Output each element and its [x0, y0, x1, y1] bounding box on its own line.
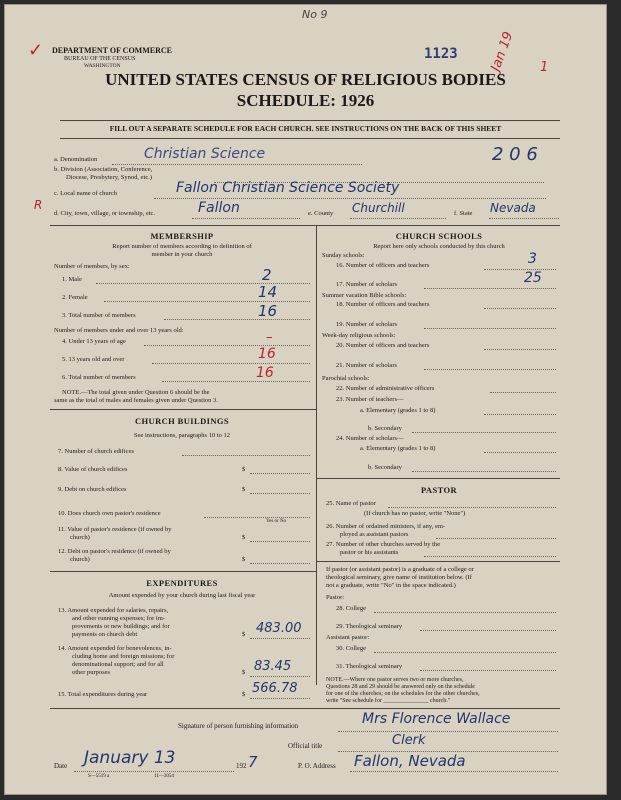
q15-line	[250, 698, 310, 699]
q23b-line[interactable]	[412, 432, 556, 433]
q16-label: 16. Number of officers and teachers	[336, 262, 430, 269]
state-line	[489, 218, 559, 219]
q14-dollar: $	[242, 669, 246, 676]
red-check-mark: ✓	[28, 40, 44, 60]
q13-label-line4: payments on church debt	[72, 631, 138, 638]
pastor-note3: for one of the churches; on the schedules for the other churches,	[326, 691, 480, 697]
q28-line[interactable]	[374, 612, 556, 613]
q13-label-line3: provements or new buildings; and for	[72, 623, 170, 630]
q4-value[interactable]: –	[266, 330, 273, 345]
signature-label: Signature of person furnishing information	[178, 722, 299, 730]
pastor-mid-rule	[316, 561, 560, 562]
form-title: UNITED STATES CENSUS OF RELIGIOUS BODIES	[105, 70, 506, 89]
expenditures-heading: EXPENDITURES	[146, 578, 218, 588]
q29-label: 29. Theological seminary	[336, 623, 403, 630]
q2-value[interactable]: 14	[258, 283, 278, 301]
q12-label-line1: 12. Debt on pastor's residence (if owned by	[58, 548, 171, 555]
pastor-subheading: Pastor:	[326, 594, 345, 601]
q25-label: 25. Name of pastor	[326, 500, 376, 507]
signature-value[interactable]: Mrs Florence Wallace	[362, 711, 511, 727]
census-schedule-sheet	[4, 4, 607, 795]
instruction-rule	[60, 138, 560, 139]
q26-label-line1: 26. Number of ordained ministers, if any, em-	[326, 523, 446, 530]
q20-line[interactable]	[484, 349, 556, 350]
q16-line	[484, 269, 556, 270]
buildings-intro: See instructions, paragraphs 10 to 12	[133, 432, 231, 439]
q10-label: 10. Does church own pastor's residence	[58, 510, 161, 517]
assistant-pastor-subheading: Assistant pastor:	[326, 634, 370, 641]
q23a-line[interactable]	[484, 414, 556, 415]
q15-label: 15. Total expenditures during year	[58, 691, 148, 698]
division-label-line1: b. Division (Association, Conference,	[54, 166, 153, 173]
q22-line[interactable]	[490, 392, 556, 393]
date-value[interactable]: January 13	[84, 748, 176, 768]
q26-label-line2: ployed as assistant pastors	[340, 531, 409, 538]
city-line	[192, 218, 300, 219]
q13-value[interactable]: 483.00	[256, 621, 302, 636]
q10-line[interactable]	[204, 517, 310, 518]
q1-value[interactable]: 2	[262, 266, 272, 284]
print-number: 11—3054	[154, 774, 174, 779]
q9-line[interactable]	[250, 493, 310, 494]
q3-label: 3. Total number of members	[62, 312, 136, 319]
q3-value[interactable]: 16	[258, 302, 278, 320]
q21-label: 21. Number of scholars	[336, 362, 398, 369]
q13-label-line2: and other running expenses; for im-	[72, 615, 165, 622]
q1-label: 1. Male	[62, 276, 82, 283]
q14-value[interactable]: 83.45	[254, 659, 292, 674]
q31-label: 31. Theological seminary	[336, 663, 403, 670]
date-year-prefix: 192	[236, 762, 247, 770]
members-by-sex-heading: Number of members, by sex:	[54, 263, 130, 270]
q29-line[interactable]	[420, 630, 556, 631]
q17-line	[424, 288, 556, 289]
q14-line	[250, 676, 310, 677]
q8-dollar: $	[242, 466, 246, 473]
county-label: e. County	[308, 210, 334, 217]
q6-line	[162, 381, 310, 382]
date-label: Date	[54, 762, 68, 770]
q26-line[interactable]	[436, 538, 556, 539]
q13-label-line1: 13. Amount expended for salaries, repairs,	[58, 607, 169, 614]
q11-line[interactable]	[250, 541, 310, 542]
q28-label: 28. College	[336, 605, 366, 612]
q19-label: 19. Number of scholars	[336, 321, 398, 328]
q6-value[interactable]: 16	[256, 365, 274, 381]
sections-top-rule	[50, 225, 560, 226]
official-title-value[interactable]: Clerk	[392, 733, 426, 748]
pastor-note4: write "See schedule for _______________ church."	[326, 698, 451, 704]
q2-label: 2. Female	[62, 294, 88, 301]
buildings-heading: CHURCH BUILDINGS	[134, 416, 229, 426]
q5-line	[152, 363, 310, 364]
local-name-line	[154, 198, 546, 199]
yes-or-no-hint: Yes or No	[266, 519, 287, 524]
pastor-note2: Questions 28 and 29 should be answered only on the schedule	[326, 684, 475, 690]
pastor-heading: PASTOR	[420, 485, 458, 495]
q6-label: 6. Total number of members	[62, 374, 136, 381]
red-date-note: Jan 19	[488, 29, 517, 74]
schools-intro: Report here only schools conducted by this church	[373, 243, 505, 250]
division-label-line2: Diocese, Presbytery, Synod, etc.)	[66, 174, 153, 181]
local-name-value[interactable]: Fallon Christian Science Society	[176, 180, 400, 196]
q14-label-line2: cluding home and foreign missions; for	[72, 653, 175, 660]
education-instruction3: not a graduate, write "No" in the space indicated.)	[326, 582, 456, 589]
signature-line	[338, 731, 558, 732]
bureau-city: WASHINGTON	[84, 63, 121, 69]
denomination-code: 2 0 6	[492, 144, 538, 165]
date-line	[74, 771, 234, 772]
q17-label: 17. Number of scholars	[336, 281, 398, 288]
q15-dollar: $	[242, 691, 246, 698]
denomination-label: a. Denomination	[54, 156, 98, 163]
membership-bottom-rule	[50, 409, 316, 410]
q27-line[interactable]	[424, 556, 556, 557]
schedule-serial-number: 1123	[424, 46, 458, 62]
q22-label: 22. Number of administrative officers	[336, 385, 435, 392]
q25-instruction: (If church has no pastor, write "None")	[364, 510, 466, 517]
form-number: S—5519 a	[88, 774, 110, 779]
po-address-value[interactable]: Fallon, Nevada	[354, 752, 466, 770]
q14-label-line3: denominational support; and for all	[72, 661, 164, 668]
po-address-line	[350, 771, 558, 772]
q16-value[interactable]: 3	[528, 251, 537, 267]
q24b-label: b. Secondary	[368, 464, 402, 471]
q25-line[interactable]	[388, 507, 556, 508]
date-year-digit[interactable]: 7	[248, 753, 258, 771]
weekday-schools-heading: Week-day religious schools:	[322, 332, 396, 339]
header-rule	[60, 120, 560, 121]
q27-label-line2: pastor or his assistants	[340, 549, 399, 556]
local-name-label: c. Local name of church	[54, 190, 117, 197]
q24b-line[interactable]	[412, 471, 556, 472]
column-divider	[316, 225, 317, 685]
schools-heading: CHURCH SCHOOLS	[395, 231, 483, 241]
q18-line[interactable]	[484, 308, 556, 309]
denomination-line	[112, 164, 362, 165]
denomination-value[interactable]: Christian Science	[144, 146, 266, 162]
county-line	[350, 218, 446, 219]
q7-label: 7. Number of church edifices	[58, 448, 134, 455]
state-value[interactable]: Nevada	[490, 201, 536, 215]
q11-label-line1: 11. Value of pastor's residence (if owned by	[58, 526, 172, 533]
q15-value[interactable]: 566.78	[252, 681, 298, 696]
q5-value[interactable]: 16	[258, 346, 276, 362]
schools-bottom-rule	[316, 478, 560, 479]
q30-line[interactable]	[374, 652, 556, 653]
pastor-note1: NOTE.—Where one pastor serves two or more churches,	[326, 677, 464, 683]
q30-label: 30. College	[336, 645, 366, 652]
membership-intro1: Report number of members according to definition of	[112, 243, 252, 250]
department-name: DEPARTMENT OF COMMERCE	[52, 46, 173, 55]
sections-bottom-rule	[50, 708, 560, 709]
pencil-note-number: No 9	[302, 8, 328, 21]
q24a-line[interactable]	[484, 452, 556, 453]
city-value[interactable]: Fallon	[198, 200, 240, 216]
q17-value[interactable]: 25	[524, 270, 542, 286]
q12-dollar: $	[242, 556, 246, 563]
education-instruction1: If pastor (or assistant pastor) is a graduate of a college or	[326, 566, 474, 573]
q13-line	[250, 638, 310, 639]
red-r-mark: R	[34, 198, 43, 212]
form-schedule-year: SCHEDULE: 1926	[236, 91, 375, 110]
parochial-schools-heading: Parochial schools:	[322, 375, 370, 382]
buildings-bottom-rule	[50, 571, 316, 572]
membership-note1: NOTE.—The total given under Question 6 should be the	[62, 389, 210, 396]
membership-intro2: member in your church	[151, 251, 213, 258]
vacation-schools-heading: Summer vacation Bible schools:	[322, 292, 407, 299]
q4-line	[144, 345, 310, 346]
q8-line[interactable]	[250, 473, 310, 474]
q8-label: 8. Value of church edifices	[58, 466, 128, 473]
q27-label-line1: 27. Number of other churches served by the	[326, 541, 441, 548]
q24a-label: a. Elementary (grades 1 to 8)	[360, 445, 436, 452]
q4-label: 4. Under 13 years of age	[62, 338, 126, 345]
q13-dollar: $	[242, 631, 246, 638]
education-instruction2: theological seminary, give name of institution below. (If	[326, 574, 472, 581]
q12-label-line2: church)	[70, 556, 90, 563]
q5-label: 5. 13 years old and over	[62, 356, 125, 363]
q14-label-line1: 14. Amount expended for benevolences, in-	[58, 645, 172, 652]
q23-label: 23. Number of teachers—	[336, 396, 404, 403]
members-by-age-heading: Number of members under and over 13 years old:	[54, 327, 184, 334]
q20-label: 20. Number of officers and teachers	[336, 342, 430, 349]
q11-dollar: $	[242, 534, 246, 541]
q23a-label: a. Elementary (grades 1 to 8)	[360, 407, 436, 414]
q1-line	[96, 283, 310, 284]
q23b-label: b. Secondary	[368, 425, 402, 432]
county-value[interactable]: Churchill	[352, 201, 405, 215]
sunday-schools-heading: Sunday schools:	[322, 252, 365, 259]
q7-line[interactable]	[182, 455, 310, 456]
q21-line[interactable]	[424, 369, 556, 370]
membership-heading: MEMBERSHIP	[150, 231, 214, 241]
q2-line	[104, 301, 310, 302]
q3-line	[164, 319, 310, 320]
q31-line[interactable]	[420, 670, 556, 671]
q11-label-line2: church)	[70, 534, 90, 541]
q9-dollar: $	[242, 486, 246, 493]
bureau-name: BUREAU OF THE CENSUS	[64, 56, 136, 62]
q24-label: 24. Number of scholars—	[336, 435, 404, 442]
q14-label-line4: other purposes	[72, 669, 111, 676]
red-margin-note: 1	[540, 60, 549, 75]
city-label: d. City, town, village, or township, etc.	[54, 210, 156, 217]
official-title-label: Official title	[288, 742, 323, 750]
state-label: f. State	[454, 210, 473, 217]
general-instruction: FILL OUT A SEPARATE SCHEDULE FOR EACH CHURCH. SEE INSTRUCTIONS ON THE BACK OF THIS SHEET	[109, 124, 502, 133]
membership-note2: same as the total of males and females given under Question 3.	[54, 397, 218, 404]
q12-line[interactable]	[250, 563, 310, 564]
expenditures-intro: Amount expended by your church during last fiscal year	[108, 592, 256, 599]
q18-label: 18. Number of officers and teachers	[336, 301, 430, 308]
q9-label: 9. Debt on church edifices	[58, 486, 127, 493]
q19-line[interactable]	[424, 328, 556, 329]
po-address-label: P. O. Address	[298, 762, 336, 770]
